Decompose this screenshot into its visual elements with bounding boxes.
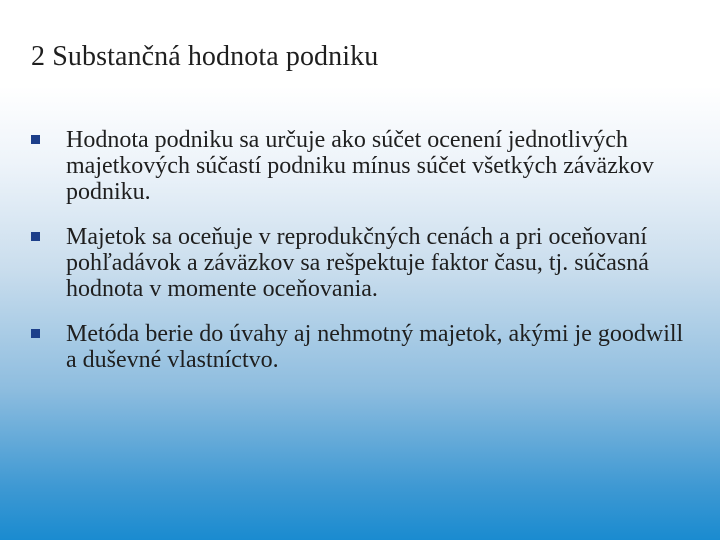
bullet-list bbox=[0, 127, 720, 392]
slide-title: 2 Substančná hodnota podniku bbox=[31, 41, 379, 72]
bullet-item bbox=[0, 127, 720, 205]
bullet-text: Majetok sa oceňuje v reprodukčných cenách a pri oceňovaní pohľadávok a záväzkov sa rešpektuje faktor času, tj. súčasná hodnota v momente oceňovania. bbox=[66, 224, 649, 302]
bullet-item bbox=[0, 321, 720, 373]
square-bullet-icon bbox=[31, 135, 40, 144]
bullet-item bbox=[0, 224, 720, 302]
square-bullet-icon bbox=[31, 329, 40, 338]
square-bullet-icon bbox=[31, 232, 40, 241]
bullet-text: Hodnota podniku sa určuje ako súčet ocenení jednotlivých majetkových súčastí podniku mínus súčet všetkých záväzkov podniku. bbox=[66, 127, 654, 205]
bullet-text: Metóda berie do úvahy aj nehmotný majetok, akými je goodwill a duševné vlastníctvo. bbox=[66, 321, 684, 373]
